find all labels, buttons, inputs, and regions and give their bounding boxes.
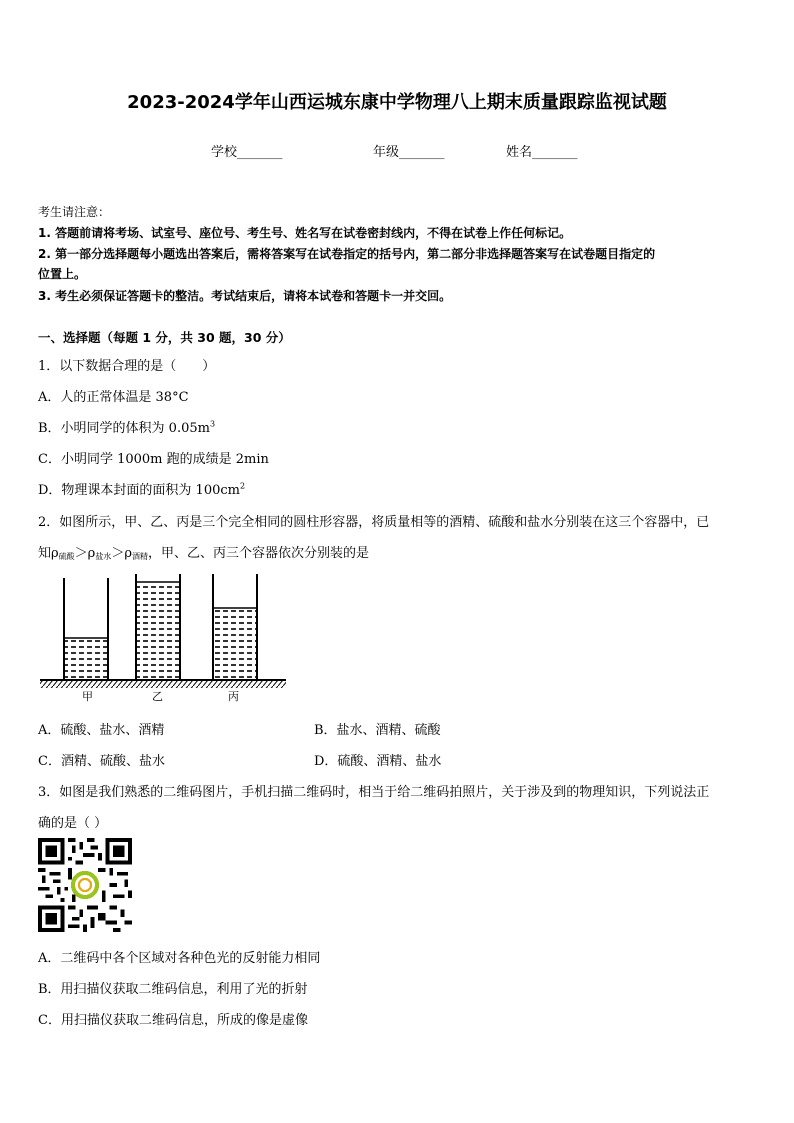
grade-blank: _______: [399, 145, 445, 160]
label-bing: 丙: [228, 690, 239, 703]
notice-item-3: 3. 考生必须保证答题卡的整洁。考试结束后，请将本试卷和答题卡一并交回。: [38, 289, 452, 303]
q3-stem-line-2: 确的是（ ）: [38, 816, 108, 831]
container-bing: [213, 574, 257, 680]
q3-stem-line-1: 3．如图是我们熟悉的二维码图片，手机扫描二维码时，相当于给二维码拍照片，关于涉及到的物理知识，下列说法正: [38, 785, 710, 800]
q1-option-b-sup: 3: [209, 419, 216, 429]
notice-item-1: 1. 答题前请将考场、试室号、座位号、考生号、姓名写在试卷密封线内，不得在试卷上作任何标记。: [38, 226, 572, 240]
q2-stem-line-2: [38, 542, 369, 562]
ground-hatch: [40, 680, 286, 688]
q1-option-d[interactable]: [38, 479, 245, 498]
name-blank: _______: [532, 145, 578, 160]
q2-option-d[interactable]: D．硫酸、酒精、盐水: [314, 754, 442, 769]
label-yi: 乙: [152, 690, 163, 703]
q2-stem-suffix: ，甲、乙、丙三个容器依次分别装的是: [147, 546, 369, 561]
q2-gt-2: ＞ρ: [111, 546, 132, 561]
school-blank: _______: [237, 145, 283, 160]
q2-rho-1: 知ρ: [38, 546, 59, 561]
q1-option-d-text: D．物理课本封面的面积为 100cm: [38, 483, 240, 498]
name-label: 姓名: [506, 145, 533, 160]
grade-field[interactable]: [373, 141, 445, 160]
name-field[interactable]: [506, 141, 578, 160]
q2-sub-alcohol: 酒精: [131, 552, 148, 561]
label-jia: 甲: [82, 690, 93, 703]
containers-figure: [38, 572, 290, 706]
grade-label: 年级: [373, 145, 400, 160]
q3-option-b[interactable]: B．用扫描仪获取二维码信息，利用了光的折射: [38, 982, 308, 997]
q1-option-b-text: B．小明同学的体积为 0.05m: [38, 421, 210, 436]
notice-heading: 考生请注意：: [38, 205, 111, 219]
q2-stem-line-1: 2．如图所示，甲、乙、丙是三个完全相同的圆柱形容器，将质量相等的酒精、硫酸和盐水分别装在这三个容器中，已: [38, 515, 710, 530]
q2-sub-brine: 盐水: [95, 552, 112, 561]
section-heading: 一、选择题（每题 1 分，共 30 题，30 分）: [38, 330, 291, 345]
exam-title: 2023-2024学年山西运城东康中学物理八上期末质量跟踪监视试题: [127, 92, 667, 113]
q2-sub-sulfuric: 硫酸: [58, 552, 75, 561]
q1-option-c[interactable]: C．小明同学 1000m 跑的成绩是 2min: [38, 452, 269, 467]
q3-option-c[interactable]: C．用扫描仪获取二维码信息，所成的像是虚像: [38, 1013, 308, 1028]
qr-code-image: [38, 838, 132, 932]
school-label: 学校: [211, 145, 238, 160]
container-yi: [136, 574, 180, 680]
q1-option-d-sup: 2: [239, 481, 246, 491]
q1-option-b[interactable]: [38, 417, 215, 436]
q2-option-c[interactable]: C．酒精、硫酸、盐水: [38, 754, 165, 769]
q1-stem: 1．以下数据合理的是（ ）: [38, 359, 216, 374]
notice-item-2-line-2: 位置上。: [38, 267, 87, 281]
school-field[interactable]: [211, 141, 283, 160]
q2-option-a[interactable]: A．硫酸、盐水、酒精: [38, 723, 165, 738]
container-jia: [64, 578, 108, 680]
q2-option-b[interactable]: B．盐水、酒精、硫酸: [314, 723, 441, 738]
q1-option-a[interactable]: A．人的正常体温是 38°C: [38, 390, 189, 405]
notice-item-2-line-1: 2. 第一部分选择题每小题选出答案后，需将答案写在试卷指定的括号内，第二部分非选择题答案写在试卷题目指定的: [38, 247, 656, 261]
q3-option-a[interactable]: A．二维码中各个区域对各种色光的反射能力相同: [38, 951, 321, 966]
q2-gt-1: ＞ρ: [74, 546, 96, 561]
